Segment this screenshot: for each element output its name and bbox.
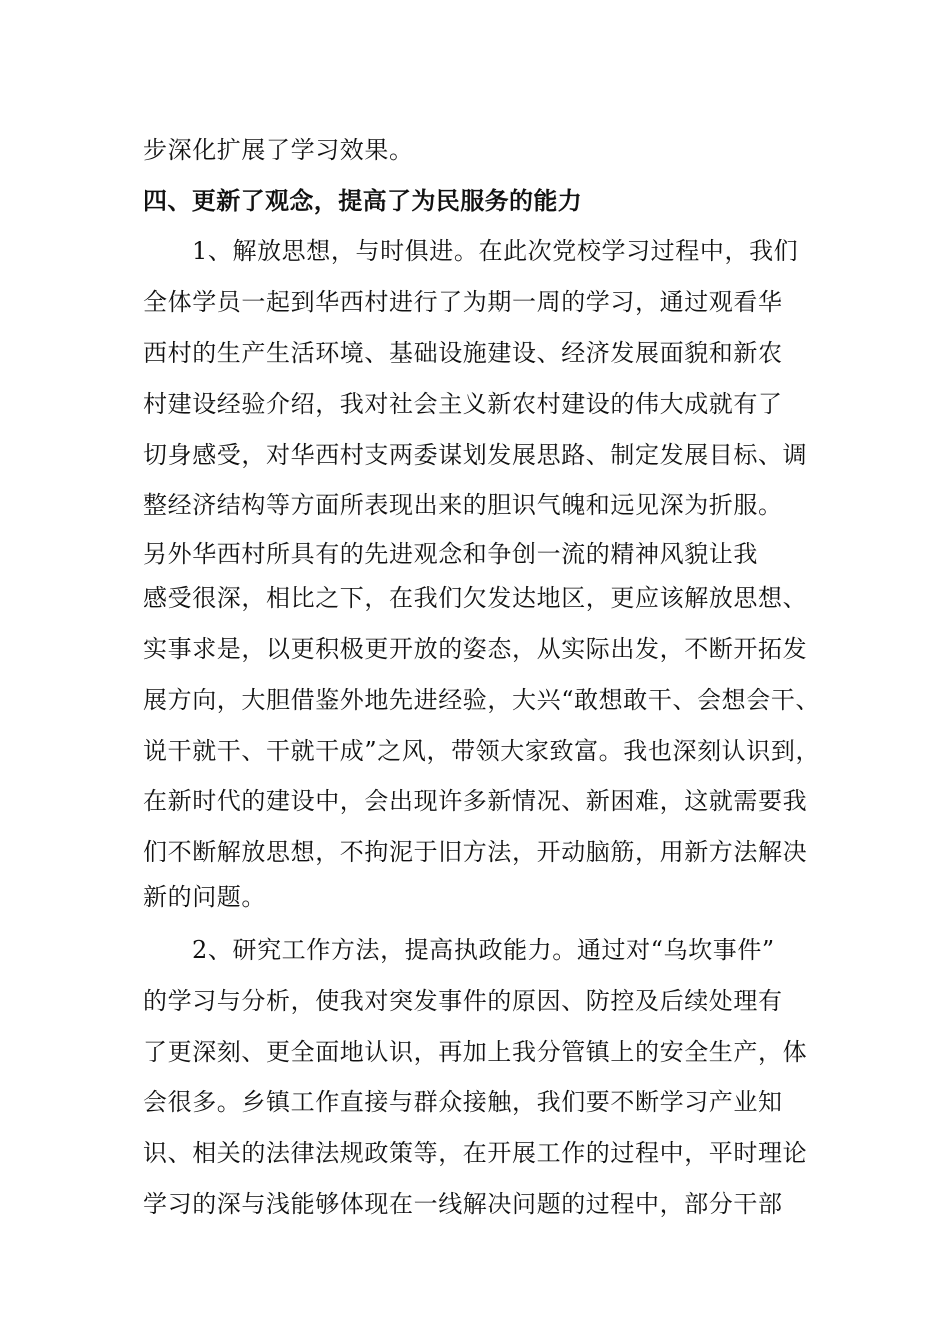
paragraph-2-line: 会很多。乡镇工作直接与群众接触，我们要不断学习产业知 bbox=[143, 1088, 783, 1116]
paragraph-1-line: 展方向，大胆借鉴外地先进经验，大兴“敢想敢干、会想会干、 bbox=[143, 686, 821, 714]
paragraph-1-line: 西村的生产生活环境、基础设施建设、经济发展面貌和新农 bbox=[143, 339, 783, 367]
section-heading: 四、更新了观念，提高了为民服务的能力 bbox=[143, 187, 583, 215]
paragraph-1-line: 新的问题。 bbox=[143, 883, 266, 911]
paragraph-1-line: 全体学员一起到华西村进行了为期一周的学习，通过观看华 bbox=[143, 288, 783, 316]
paragraph-1-line: 1、解放思想，与时俱进。在此次党校学习过程中，我们 bbox=[192, 237, 799, 265]
paragraph-1-line: 另外华西村所具有的先进观念和争创一流的精神风貌让我 bbox=[143, 540, 758, 568]
paragraph-2-line: 2、研究工作方法，提高执政能力。通过对“乌坎事件” bbox=[192, 936, 775, 964]
paragraph-1-line: 感受很深，相比之下，在我们欠发达地区，更应该解放思想、 bbox=[143, 584, 808, 612]
paragraph-2-line: 了更深刻、更全面地认识，再加上我分管镇上的安全生产，体 bbox=[143, 1038, 808, 1066]
paragraph-2-line: 学习的深与浅能够体现在一线解决问题的过程中，部分干部 bbox=[143, 1190, 783, 1218]
paragraph-1-line: 整经济结构等方面所表现出来的胆识气魄和远见深为折服。 bbox=[143, 491, 783, 519]
paragraph-continuation-line: 步深化扩展了学习效果。 bbox=[143, 136, 414, 164]
paragraph-1-line: 说干就干、干就干成”之风，带领大家致富。我也深刻认识到， bbox=[143, 737, 821, 765]
paragraph-1-line: 们不断解放思想，不拘泥于旧方法，开动脑筋，用新方法解决 bbox=[143, 838, 808, 866]
paragraph-1-line: 切身感受，对华西村支两委谋划发展思路、制定发展目标、调 bbox=[143, 441, 808, 469]
paragraph-2-line: 的学习与分析，使我对突发事件的原因、防控及后续处理有 bbox=[143, 987, 783, 1015]
paragraph-1-line: 实事求是，以更积极更开放的姿态，从实际出发，不断开拓发 bbox=[143, 635, 808, 663]
paragraph-1-line: 在新时代的建设中，会出现许多新情况、新困难，这就需要我 bbox=[143, 787, 808, 815]
paragraph-1-line: 村建设经验介绍，我对社会主义新农村建设的伟大成就有了 bbox=[143, 390, 783, 418]
paragraph-2-line: 识、相关的法律法规政策等，在开展工作的过程中，平时理论 bbox=[143, 1139, 808, 1167]
